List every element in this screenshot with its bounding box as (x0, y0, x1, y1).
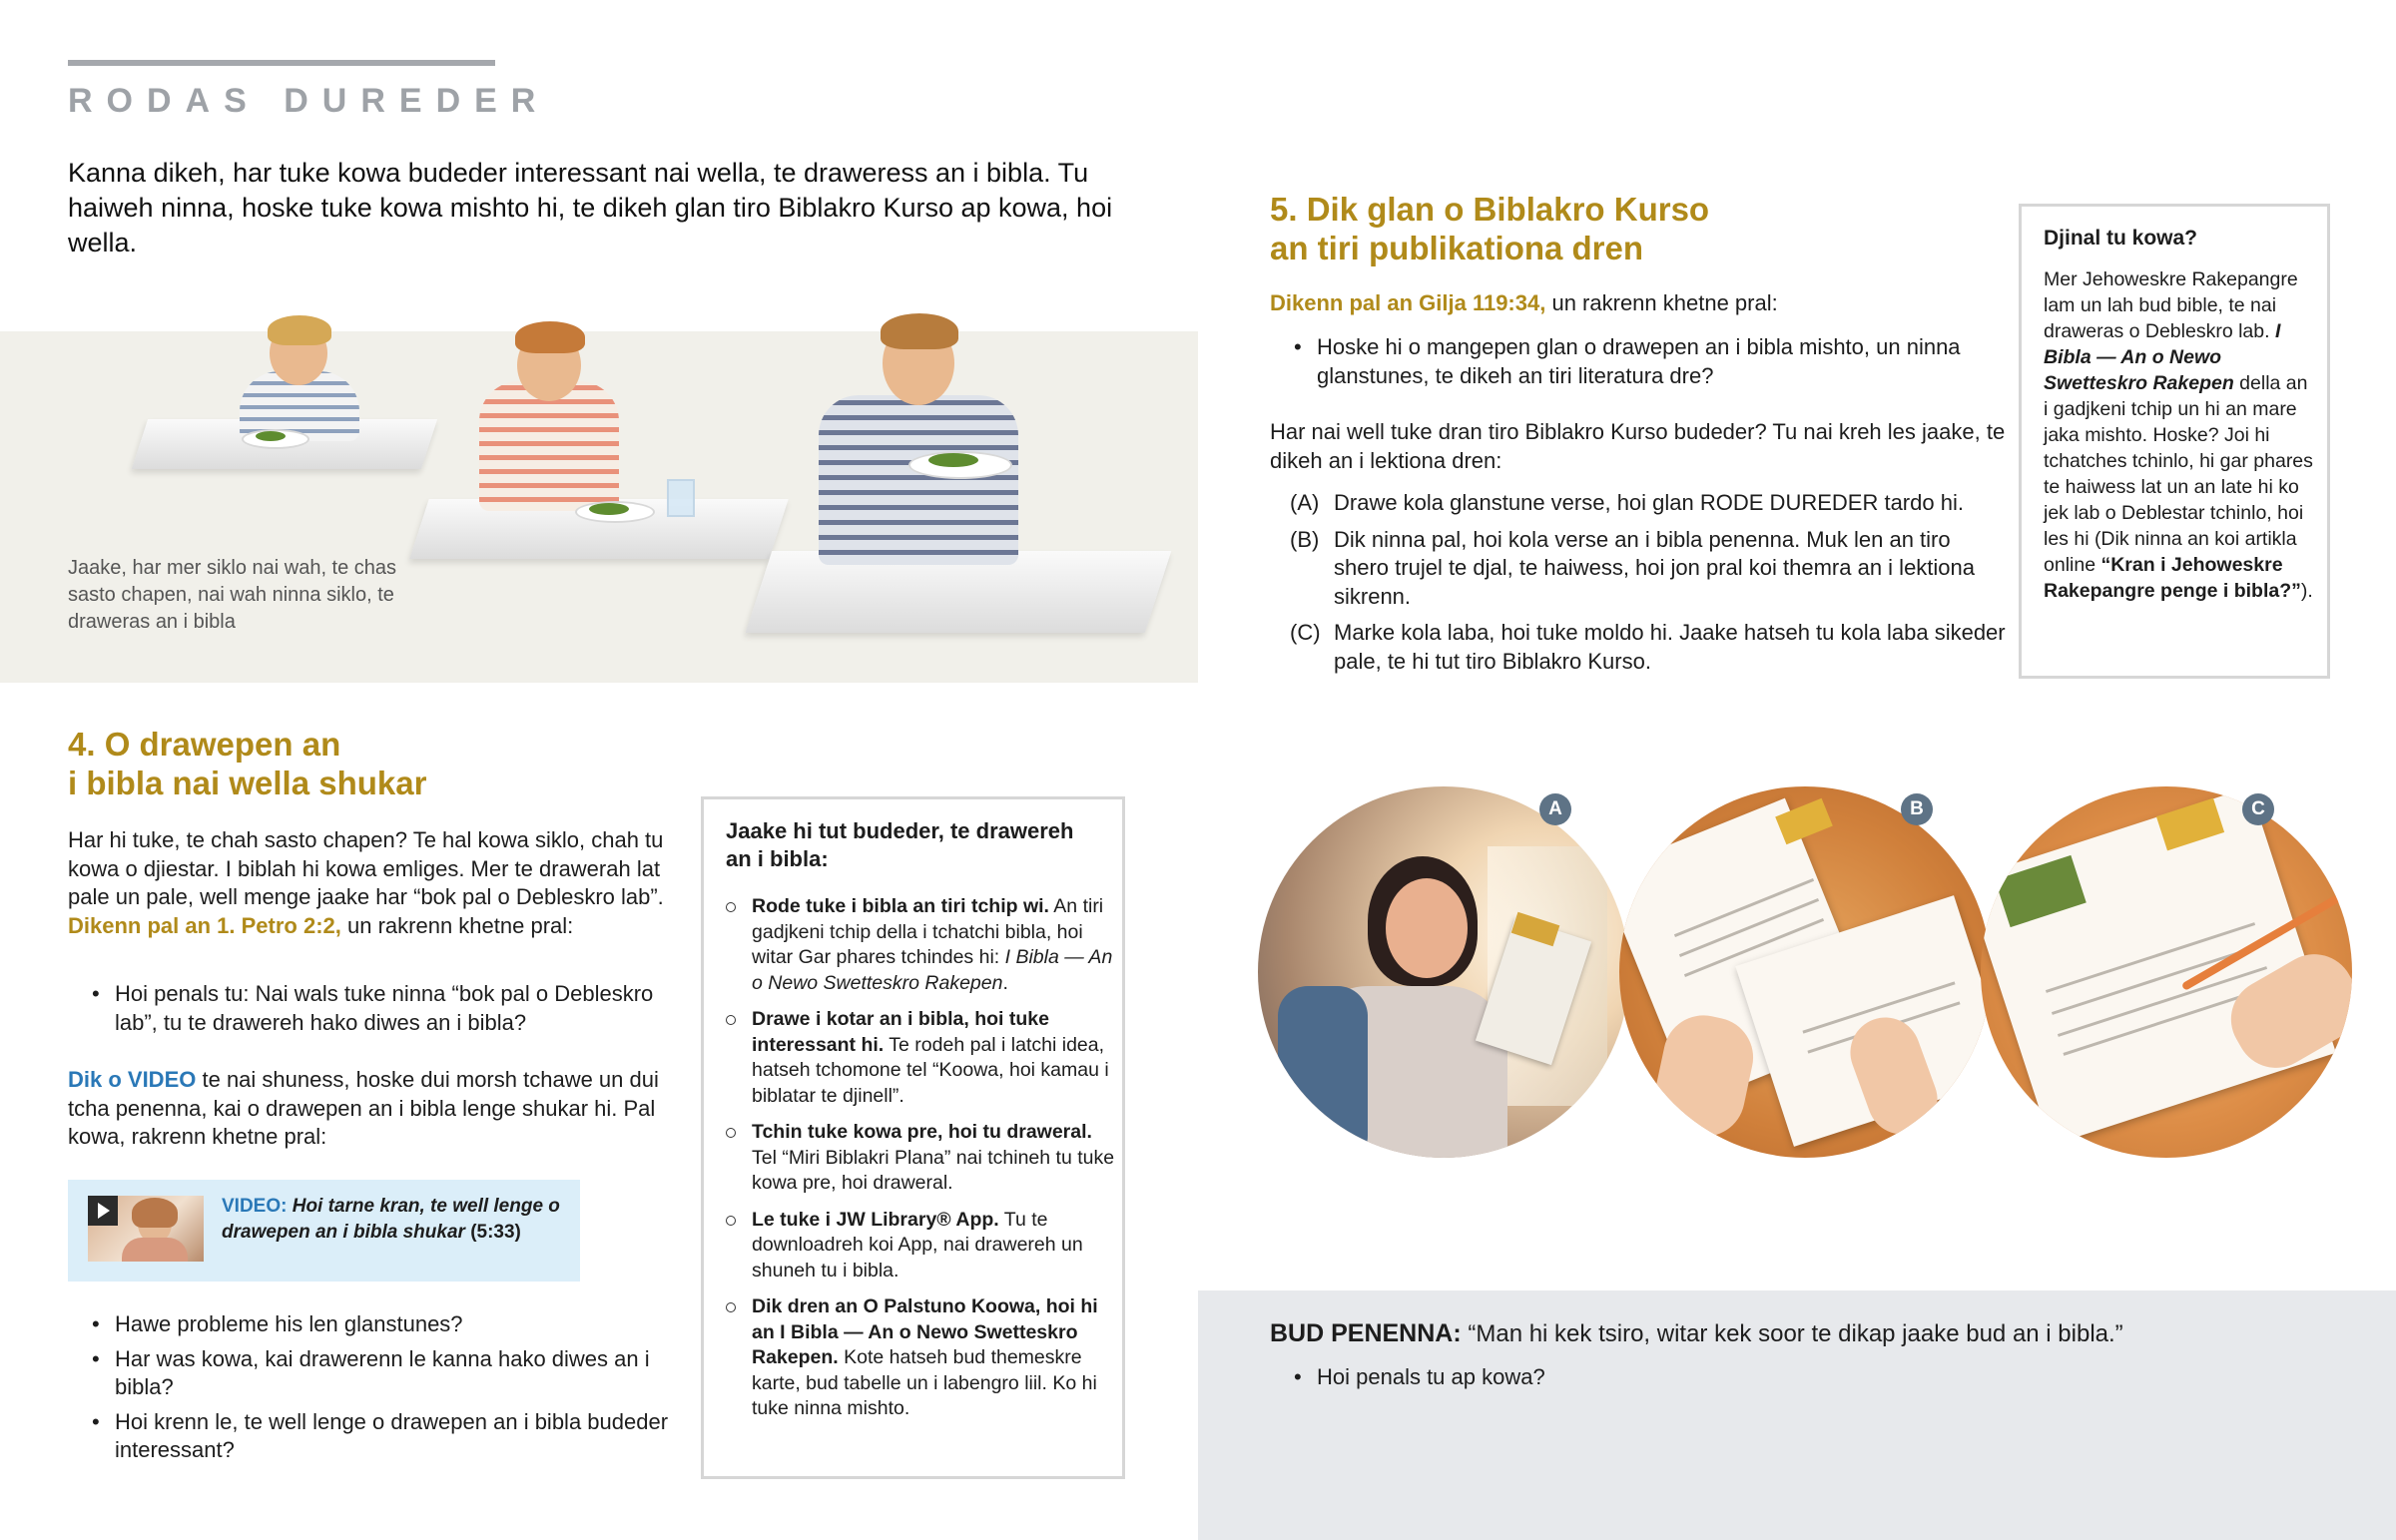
circle-label-a: A (1539, 793, 1571, 825)
section5-question: • Hoske hi o mangepen glan o drawepen an i bibla mishto, un ninna glanstunes, te dikeh an tiri literatura dre? (1270, 333, 1989, 390)
section5-title-line2: an tiri publikationa dren (1270, 230, 1644, 266)
video-card-label: VIDEO: (222, 1196, 288, 1217)
video-question-1: • Hawe probleme his len glanstunes? (68, 1310, 687, 1339)
article-link[interactable]: “Kran i Jehoweskre Rakepangre penge i bibla?” (2044, 554, 2301, 602)
tips-box-title: Jaake hi tut budeder, te drawereh an i bibla: (726, 818, 1074, 871)
section4-body (68, 826, 667, 940)
did-you-know-text: Mer Jehoweskre Rakepangre lam un lah bud bible, te nai draweras o Debleskro lab. I Bibla — An o Newo Swetteskro Rakepen della an i gadjkeni tchip un hi an mare jaka mishto. Hoske? Joi hi tchatches tchinlo, hi gar phares te haiwess lat un an late hi ko jek lab o Deblestar tchinlo, hoi les hi (Dik ninna an koi artikla online “Kran i Jehoweskre Rakepangre penge i bibla?”). (2044, 268, 2313, 602)
bible-title: I Bibla — An o Newo Swetteskro Rakepen (2044, 320, 2281, 394)
tip-heading: Le tuke i JW Library® App. (752, 1208, 999, 1231)
video-link-after: te nai shuness, hoske dui morsh tchawe un dui tcha penenna, kai o drawepen an i bibla lenge shukar hi. Pal kowa, rakrenn khetne pral: (68, 1067, 659, 1149)
section-label: RODAS DUREDER (68, 82, 550, 120)
video-duration: (5:33) (470, 1222, 521, 1243)
step-a (1290, 489, 2009, 518)
section5-title-line1: 5. Dik glan o Biblakro Kurso (1270, 191, 1710, 228)
child-small (210, 291, 409, 451)
did-you-know-title: Djinal tu kowa? (2044, 227, 2198, 250)
did-you-know-box (2019, 204, 2330, 679)
tip-heading: Dik dren an O Palstuno Koowa, hoi hi an I Bibla — An o Newo Swetteskro Rakepen. (752, 1295, 1098, 1368)
objection-quote: “Man hi kek tsiro, witar kek soor te dikap jaake bud an i bibla.” (1468, 1320, 2123, 1347)
illustration-circle-c (1981, 786, 2352, 1158)
illustration-circle-b (1619, 786, 1991, 1158)
tip-item (726, 1007, 1117, 1109)
section5-read (1270, 289, 1989, 318)
section5-question-list (1270, 333, 1989, 390)
tips-list (726, 894, 1117, 1433)
step-c (1290, 619, 2009, 676)
section5-title (1270, 190, 1749, 267)
section5-read-after: un rakrenn khetne pral: (1551, 290, 1778, 315)
header-rule (68, 60, 495, 66)
tip-item (726, 1120, 1117, 1197)
tip-text: An tiri gadjkeni tchip della i tchatchi bibla, hoi witar Gar phares tchindes hi: (752, 895, 1104, 968)
tips-box (701, 796, 1125, 1479)
tip-heading: Tchin tuke kowa pre, hoi tu draweral. (752, 1121, 1092, 1143)
objection-question-list (1270, 1363, 1969, 1392)
play-icon[interactable] (88, 1196, 118, 1226)
step-b (1290, 526, 2009, 612)
section4-video-text (68, 1066, 687, 1152)
section4-body-text: Har hi tuke, te chah sasto chapen? Te hal kowa siklo, chah tu kowa o djiestar. I biblah hi kowa emliges. Mer te drawerah lat pale un pale, well menge jaake har “bok pal o Debleskro lab”. (68, 827, 664, 909)
section4-body-after: un rakrenn khetne pral: (347, 912, 574, 938)
video-question-3: • Hoi krenn le, te well lenge o drawepen an i bibla budeder interessant? (68, 1408, 687, 1465)
section4-question-1: • Hoi penals tu: Nai wals tuke ninna “bok pal o Debleskro lab”, tu te drawereh hako diwes an i bibla? (68, 980, 687, 1037)
tip-item (726, 1294, 1117, 1422)
video-card-text (222, 1194, 571, 1246)
section4-video-questions (68, 1310, 687, 1471)
step-letter: (C) (1290, 620, 1321, 645)
step-text: Marke kola laba, hoi tuke moldo hi. Jaake hatseh tu kola laba sikeder pale, te hi tut tiro Biblakro Kurso. (1334, 620, 2006, 674)
child-medium (419, 291, 649, 521)
video-question-2: • Har was kowa, kai drawerenn le kanna hako diwes an i bibla? (68, 1345, 687, 1402)
tip-heading: Drawe i kotar an i bibla, hoi tuke interessant hi. (752, 1008, 1049, 1056)
circle-label-c: C (2242, 793, 2274, 825)
video-card-title[interactable]: Hoi tarne kran, te well lenge o drawepen an i bibla shukar (222, 1196, 560, 1243)
circle-label-b: B (1901, 793, 1933, 825)
illustration-circle-a (1258, 786, 1629, 1158)
step-text: Drawe kola glanstune verse, hoi glan RODE DUREDER tardo hi. (1334, 490, 1964, 515)
section5-text: Har nai well tuke dran tiro Biblakro Kurso budeder? Tu nai kreh les jaake, te dikeh an i lektiona dren: (1270, 419, 2006, 473)
step-letter: (B) (1290, 526, 1320, 552)
video-link[interactable]: Dik o VIDEO (68, 1067, 197, 1092)
scripture-link-gilja[interactable]: Dikenn pal an Gilja 119:34, (1270, 290, 1546, 315)
tip-text: Kote hatseh bud themeskre karte, bud tabelle un i labengro liil. Ko hi tuke ninna mishto. (752, 1346, 1097, 1419)
section4-question-list (68, 980, 687, 1037)
water-glass (667, 479, 695, 517)
section4-title-line2: i bibla nai wella shukar (68, 765, 427, 801)
section4-title-line1: 4. O drawepen an (68, 726, 341, 763)
illustration-caption: Jaake, har mer siklo nai wah, te chas sasto chapen, nai wah ninna siklo, te draweras an i bibla (68, 557, 397, 633)
video-card[interactable] (68, 1180, 580, 1282)
intro-text: Kanna dikeh, har tuke kowa budeder interessant nai wella, te draweress an i bibla. Tu haiweh ninna, hoske tuke kowa mishto hi, te dikeh glan tiro Biblakro Kurso ap kowa, hoi wella. (68, 158, 1113, 257)
tip-text: Te rodeh pal i latchi idea, hatseh tchomone tel “Koowa, hoi kamau i biblatar te djinell”. (752, 1033, 1109, 1107)
video-thumbnail[interactable] (88, 1196, 204, 1262)
tip-item: Rode tuke i bibla an tiri tchip wi. An tiri gadjkeni tchip della i tchatchi bibla, hoi witar Gar phares tchindes hi: I Bibla — An o Newo Swetteskro Rakepen. (726, 894, 1117, 996)
objection-question: • Hoi penals tu ap kowa? (1270, 1363, 1969, 1392)
tip-text: Tu te downloadreh koi App, nai drawereh un shuneh tu i bibla. (752, 1208, 1083, 1282)
teenager (789, 275, 1048, 585)
tip-italic: I Bibla — An o Newo Swetteskro Rakepen (752, 946, 1113, 994)
step-text: Dik ninna pal, hoi kola verse an i bibla penenna. Muk len an tiro shero trujel te djal, te haiwess, hoi jon pral koi themra an i lektiona sikrenn. (1334, 526, 1976, 609)
objection-label: BUD PENENNA: (1270, 1319, 1462, 1347)
section5-steps (1290, 489, 2009, 684)
step-letter: (A) (1290, 490, 1320, 515)
tip-heading: Rode tuke i bibla an tiri tchip wi. (752, 895, 1049, 917)
scripture-link-1-petro[interactable]: Dikenn pal an 1. Petro 2:2, (68, 912, 341, 938)
section4-title (68, 725, 667, 802)
tip-item (726, 1208, 1117, 1284)
objection-line (1270, 1317, 2328, 1350)
tip-text: Tel “Miri Biblakri Plana” nai tchineh tu tuke kowa pre, hoi draweral. (752, 1146, 1115, 1194)
